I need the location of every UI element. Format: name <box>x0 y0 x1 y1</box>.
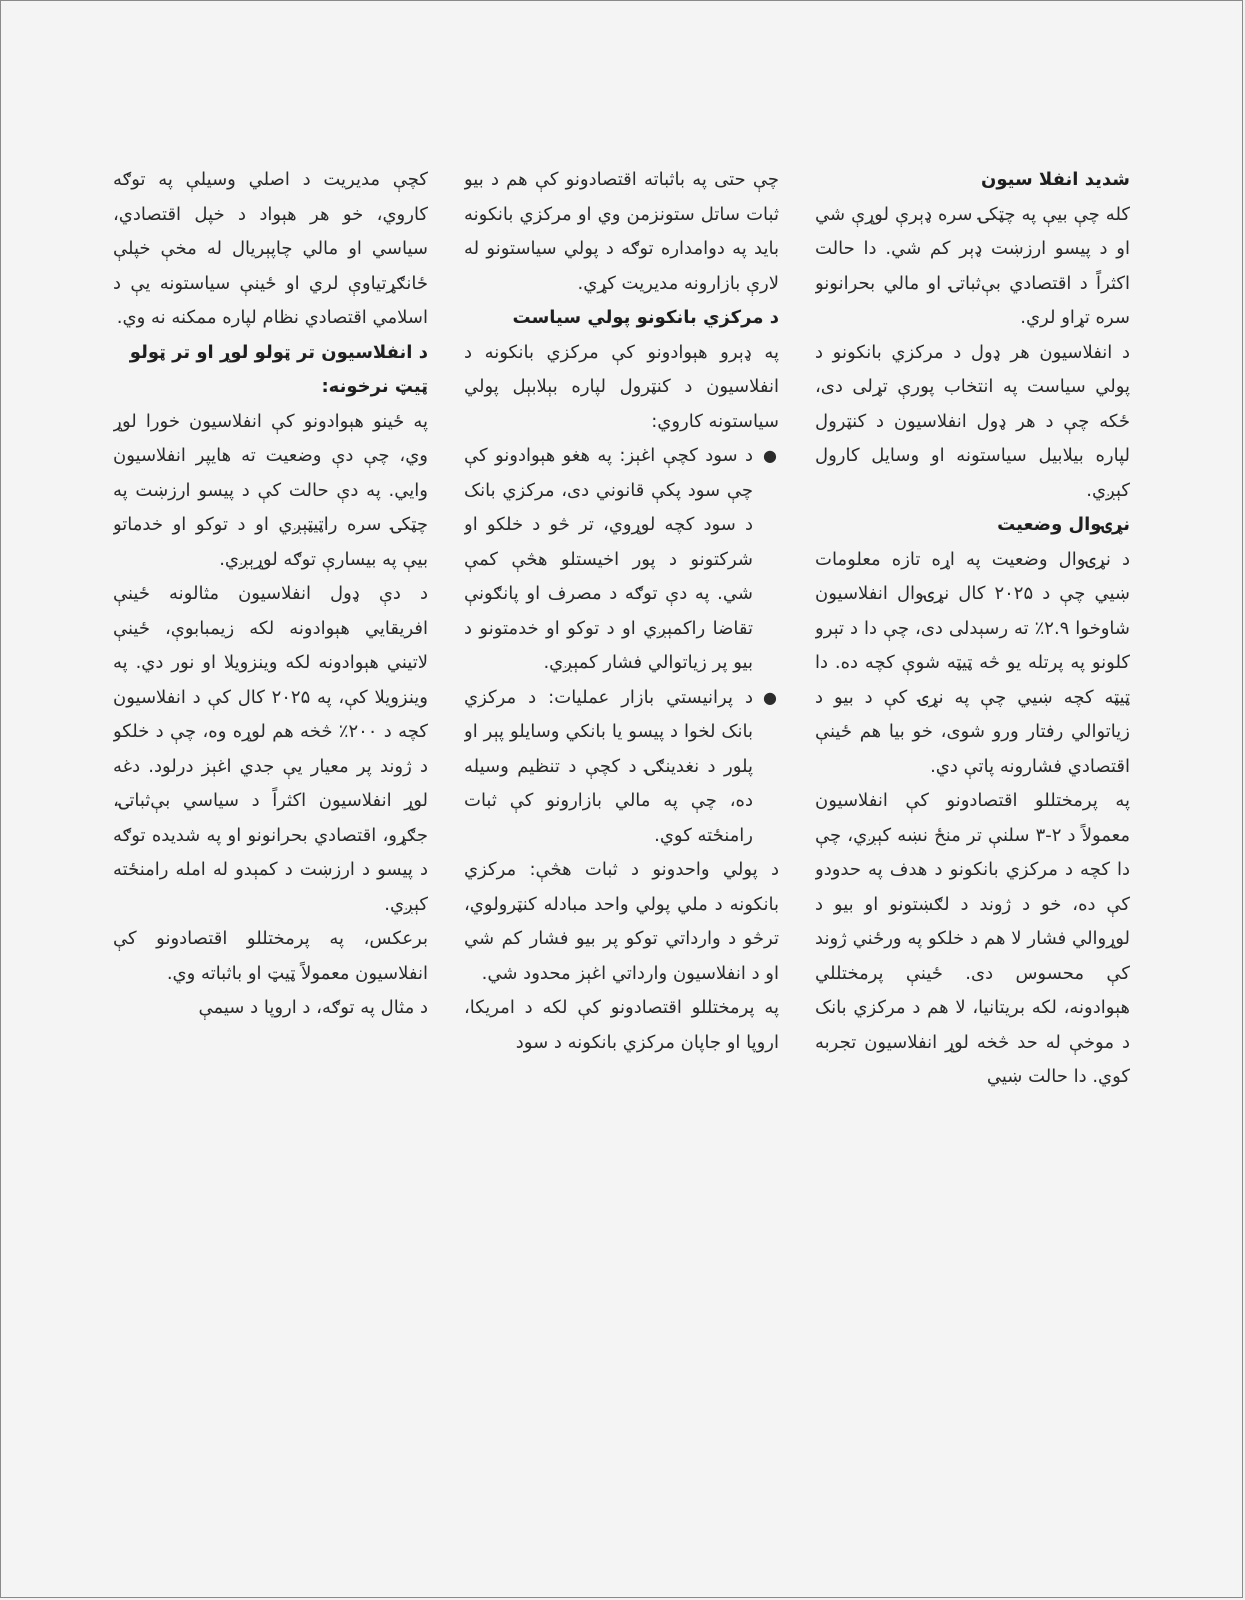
bullet-icon: ● <box>763 687 777 707</box>
paragraph: د انفلاسیون هر ډول د مرکزي بانکونو د پولي سیاست په انتخاب پورې تړلی دی، ځکه چې د هر ډول انفلاسیون د کنټرول لپاره بیلابیل سیاستونه او وسایل کارول کېږي. <box>815 341 1130 501</box>
paragraph: چې حتی په باثباته اقتصادونو کې هم د بیو ثبات ساتل ستونزمن وي او مرکزي بانکونه باید په دوامداره توګه د پولي سیاستونو له لارې بازارونه مدیریت کړي. <box>464 169 779 294</box>
section-heading-severe-inflation: شدید انفلا سیون <box>980 169 1130 190</box>
paragraph: کچې مدیریت د اصلي وسیلې په توګه کاروي، خو هر هېواد د خپل اقتصادي، سیاسي او مالي چاپېریال له مخې خپلې ځانګړتیاوې لري او ځینې سیاستونه یې د اسلامي اقتصادي نظام لپاره ممکنه نه وي. <box>113 169 428 328</box>
paragraph: د نړۍوال وضعیت په اړه تازه معلومات ښيي چې د ۲۰۲۵ کال نړۍوال انفلاسیون شاوخوا ۲.۹٪ ته رسېدلی دی، چې دا د تېرو کلونو په پرتله یو څه ټیټه شوې کچه ده. دا ټیټه کچه ښيي چې په نړۍ کې د بیو د زیاتوالي رفتار ورو شوی، خو بیا هم ځینې اقتصادي فشارونه پاتې دي. <box>815 548 1130 777</box>
paragraph: برعکس، په پرمختللو اقتصادونو کې انفلاسیون معمولاً ټیټ او باثباته وي. <box>113 928 428 984</box>
bullet-icon: ● <box>763 446 777 465</box>
text-columns <box>113 163 1130 1583</box>
column-right <box>815 163 1130 1583</box>
section-heading-global-situation: نړۍوال وضعیت <box>997 514 1130 535</box>
paragraph: په ډېرو هېوادونو کې مرکزي بانکونه د انفلاسیون د کنټرول لپاره بېلابېل پولي سیاستونه کاروي: <box>464 341 779 432</box>
paragraph: د دې ډول انفلاسیون مثالونه ځینې افریقایي هېوادونه لکه زیمبابوې، ځینې لاتیني هېوادونه لکه وینزویلا او نور دي. په وینزویلا کې، په ۲۰۲۵ کال کې د انفلاسیون کچه د ۲۰۰٪ څخه هم لوړه وه، چې د خلکو د ژوند پر معیار یې جدي اغېز درلود. دغه لوړ انفلاسیون اکثراً د سیاسي بې‌ثباتۍ، جګړو، اقتصادي بحرانونو او په شدیده توګه د پیسو د ارزښت د کمېدو له امله رامنځته کېږي. <box>113 583 428 915</box>
list-item-text: د پرانیستي بازار عملیات: د مرکزي بانک لخوا د پیسو یا بانکي وسایلو پېر او پلور د نغدینګۍ د کچې د تنظیم وسیله ده، چې په مالي بازارونو کې ثبات رامنځته کوي. <box>464 686 753 846</box>
column-middle <box>464 163 779 1583</box>
list-item <box>464 439 777 681</box>
paragraph: په ځینو هېوادونو کې انفلاسیون خورا لوړ وي، چې دې وضعیت ته هایپر انفلاسیون وایي. په دې حالت کې د پیسو ارزښت په چټکۍ سره راټیټېږي او د توکو او خدماتو بیې په بیسارې توګه لوړېږي. <box>113 410 428 570</box>
list-item-text: د سود کچې اغېز: په هغو هېوادونو کې چې سود پکې قانوني دی، مرکزي بانک د سود کچه لوړوي، تر څو د خلکو او شرکتونو د پور اخیستلو هڅې کمې شي. په دې توګه د مصرف او پانګونې تقاضا راکمېږي او د توکو او خدمتونو د بیو پر زیاتوالي فشار کمېږي. <box>464 445 753 673</box>
paragraph: په پرمختللو اقتصادونو کې لکه د امریکا، اروپا او جاپان مرکزي بانکونه د سود <box>464 997 779 1053</box>
column-left <box>113 163 428 1583</box>
list-item <box>464 681 777 854</box>
paragraph: د مثال په توګه، د اروپا د سیمې <box>198 997 428 1018</box>
section-heading-highest-lowest-rates: د انفلاسیون تر ټولو لوړ او تر ټولو ټیټ نرخونه: <box>129 341 428 397</box>
bullet-list <box>464 439 779 853</box>
paragraph: کله چې بیې په چټکۍ سره ډېرې لوړې شي او د پیسو ارزښت ډېر کم شي. دا حالت اکثراً د اقتصادي بې‌ثباتۍ او مالي بحرانونو سره تړاو لري. <box>815 203 1130 328</box>
section-heading-central-bank-policy: د مرکزي بانکونو پولي سیاست <box>512 307 779 328</box>
paragraph: په پرمختللو اقتصادونو کې انفلاسیون معمولاً د ۲-۳ سلنې تر منځ نښه کېږي، چې دا کچه د مرکزي بانکونو د هدف په حدودو کې ده، خو د ژوند د لګښتونو او بیو د لوړوالي فشار لا هم د خلکو په ورځني ژوند کې محسوس دی. ځینې پرمختللي هېوادونه، لکه بریتانیا، لا هم د مرکزي بانک د موخې له حد څخه لوړ انفلاسیون تجربه کوي. دا حالت ښيي <box>815 790 1130 1087</box>
paragraph: د پولي واحدونو د ثبات هڅې: مرکزي بانکونه د ملي پولي واحد مبادله کنټرولوي، ترڅو د وارداتي توکو پر بیو فشار کم شي او د انفلاسیون وارداتي اغېز محدود شي. <box>464 859 779 984</box>
